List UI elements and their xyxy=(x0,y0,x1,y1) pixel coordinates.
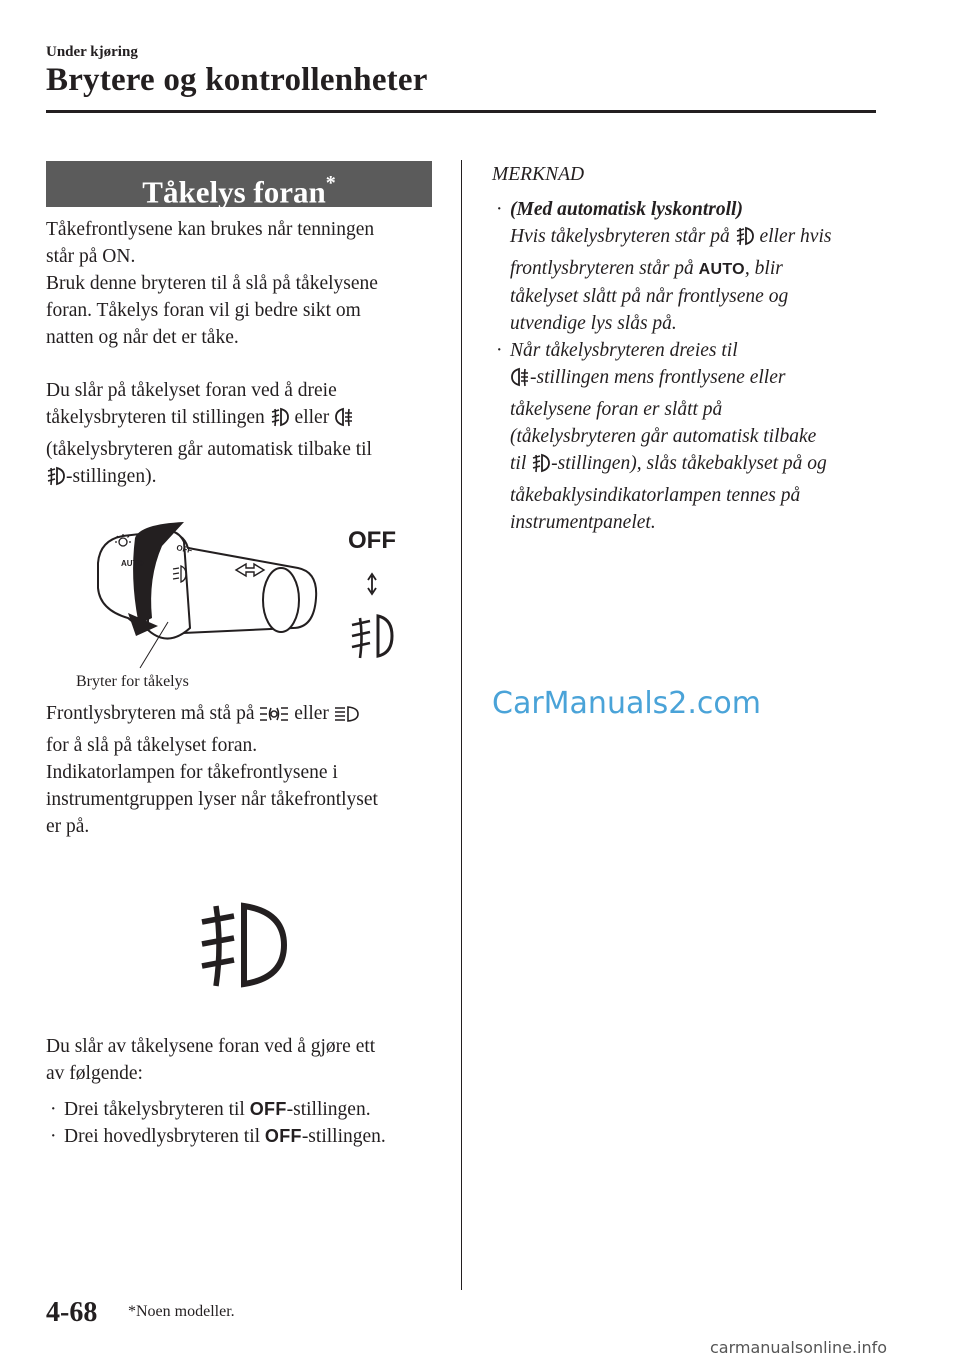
lever-auto-label: AUTO xyxy=(121,559,144,568)
front-fog-light-icon xyxy=(531,452,551,482)
figure-caption: Bryter for tåkelys xyxy=(76,673,189,690)
rear-fog-light-icon xyxy=(334,406,354,436)
note-item-title: (Med automatisk lyskontroll) xyxy=(510,199,743,220)
note-line xyxy=(510,223,892,255)
section-heading xyxy=(46,161,432,210)
note-line xyxy=(510,364,892,396)
headlight-line: Indikatorlampen for tåkefrontlysene i xyxy=(46,762,338,783)
intro-line: står på ON. xyxy=(46,246,136,267)
off-label: OFF xyxy=(264,1126,302,1146)
list-item: · Drei tåkelysbryteren til OFF-stillingen. xyxy=(50,1099,371,1120)
headlight-line: er på. xyxy=(46,816,90,837)
title-rule xyxy=(46,110,876,113)
headlight-paragraph xyxy=(46,700,446,840)
headlight-text: Frontlysbryteren må stå på xyxy=(46,703,255,724)
turn-off-paragraph xyxy=(46,1033,446,1087)
note-line: (tåkelysbryteren går automatisk tilbake xyxy=(510,426,817,447)
page-number: 4-68 xyxy=(46,1297,98,1328)
note-line: tåkelyset slått på når frontlysene og xyxy=(510,286,789,307)
turn-off-list xyxy=(46,1096,456,1150)
front-fog-light-icon xyxy=(46,465,66,495)
front-fog-light-icon xyxy=(735,225,755,255)
list-item-text: Drei hovedlysbryteren til xyxy=(64,1126,261,1147)
instruction-text: eller xyxy=(294,407,330,428)
note-text: frontlysbryteren står på xyxy=(510,258,694,279)
note-line: tåkebaklysindikatorlampen tennes på xyxy=(510,485,801,506)
note-label: MERKNAD xyxy=(492,164,585,185)
watermark-logo: CarManuals2.com xyxy=(492,686,762,721)
note-text: til xyxy=(510,453,527,474)
headlight-text: eller xyxy=(294,703,329,724)
intro-line: Tåkefrontlysene kan brukes når tenningen xyxy=(46,219,375,240)
headlight-icon xyxy=(334,704,360,732)
note-text: -stillingen), slås tåkebaklyset på og xyxy=(551,453,827,474)
list-item-text: -stillingen. xyxy=(286,1099,371,1120)
instruction-line: (tåkelysbryteren går automatisk tilbake til xyxy=(46,439,372,460)
note-text: , blir xyxy=(744,258,783,279)
headlight-line xyxy=(46,700,446,732)
section-heading-text: Tåkelys foran xyxy=(142,174,326,210)
note-item: · (Med automatisk lyskontroll) Hvis tåkelysbryteren står på eller hvis frontlysbryteren står på AUTO, blir tåkelyset slått på når frontlysene og utvendige lys slås på. xyxy=(492,196,892,337)
front-fog-light-icon xyxy=(352,616,392,658)
off-position-label: OFF xyxy=(348,527,396,554)
optional-equipment-marker: * xyxy=(325,172,336,194)
note-item: · Når tåkelysbryteren dreies til -stillingen mens frontlysene eller tåkelysene foran er slått på (tåkelysbryteren går automatisk tilbake til -stillingen), slås tåkebaklyset på og tåkebaklysindikatorlampen tennes på instrumentpanelet. xyxy=(492,337,892,536)
intro-line: foran. Tåkelys foran vil gi bedre sikt om xyxy=(46,300,361,321)
footnote: *Noen modeller. xyxy=(128,1303,235,1320)
note-text: Hvis tåkelysbryteren står på xyxy=(510,226,730,247)
note-line xyxy=(510,255,892,283)
auto-label: AUTO xyxy=(698,261,745,278)
instruction-line xyxy=(46,404,446,436)
switch-instructions xyxy=(46,377,446,495)
headlight-line: instrumentgruppen lyser når tåkefrontlyset xyxy=(46,789,378,810)
instruction-line xyxy=(46,463,446,495)
off-label: OFF xyxy=(249,1099,287,1119)
footer-url: carmanualsonline.info xyxy=(710,1338,888,1357)
list-item-text: Drei tåkelysbryteren til xyxy=(64,1099,245,1120)
section-label: Under kjøring xyxy=(46,44,138,60)
list-item-text: -stillingen. xyxy=(301,1126,386,1147)
headlight-line: for å slå på tåkelyset foran. xyxy=(46,735,258,756)
parking-light-icon xyxy=(259,704,289,732)
page-title: Brytere og kontrollenheter xyxy=(46,62,428,98)
note-box xyxy=(492,161,892,536)
rear-fog-light-icon xyxy=(510,366,530,396)
note-text: -stillingen mens frontlysene eller xyxy=(530,367,786,388)
intro-line: Bruk denne bryteren til å slå på tåkelysene xyxy=(46,273,378,294)
note-line: Når tåkelysbryteren dreies til xyxy=(510,340,738,361)
instruction-text: tåkelysbryteren til stillingen xyxy=(46,407,265,428)
intro-line: natten og når det er tåke. xyxy=(46,327,239,348)
list-item: · Drei hovedlysbryteren til OFF-stillingen. xyxy=(50,1126,386,1147)
note-line: instrumentpanelet. xyxy=(510,512,656,533)
note-line: utvendige lys slås på. xyxy=(510,313,677,334)
instruction-text: -stillingen). xyxy=(66,466,157,487)
lever-off-label: OFF xyxy=(175,543,194,556)
fog-light-switch-figure xyxy=(88,518,418,678)
intro-paragraph xyxy=(46,216,446,351)
note-line xyxy=(510,450,892,482)
turn-off-line: av følgende: xyxy=(46,1063,143,1084)
note-text: eller hvis xyxy=(759,226,832,247)
front-fog-light-icon xyxy=(270,406,290,436)
instruction-line: Du slår på tåkelyset foran ved å dreie xyxy=(46,380,337,401)
turn-off-line: Du slår av tåkelysene foran ved å gjøre ett xyxy=(46,1036,376,1057)
column-divider xyxy=(461,160,462,1290)
front-fog-indicator-icon xyxy=(198,900,290,990)
note-line: tåkelysene foran er slått på xyxy=(510,399,723,420)
